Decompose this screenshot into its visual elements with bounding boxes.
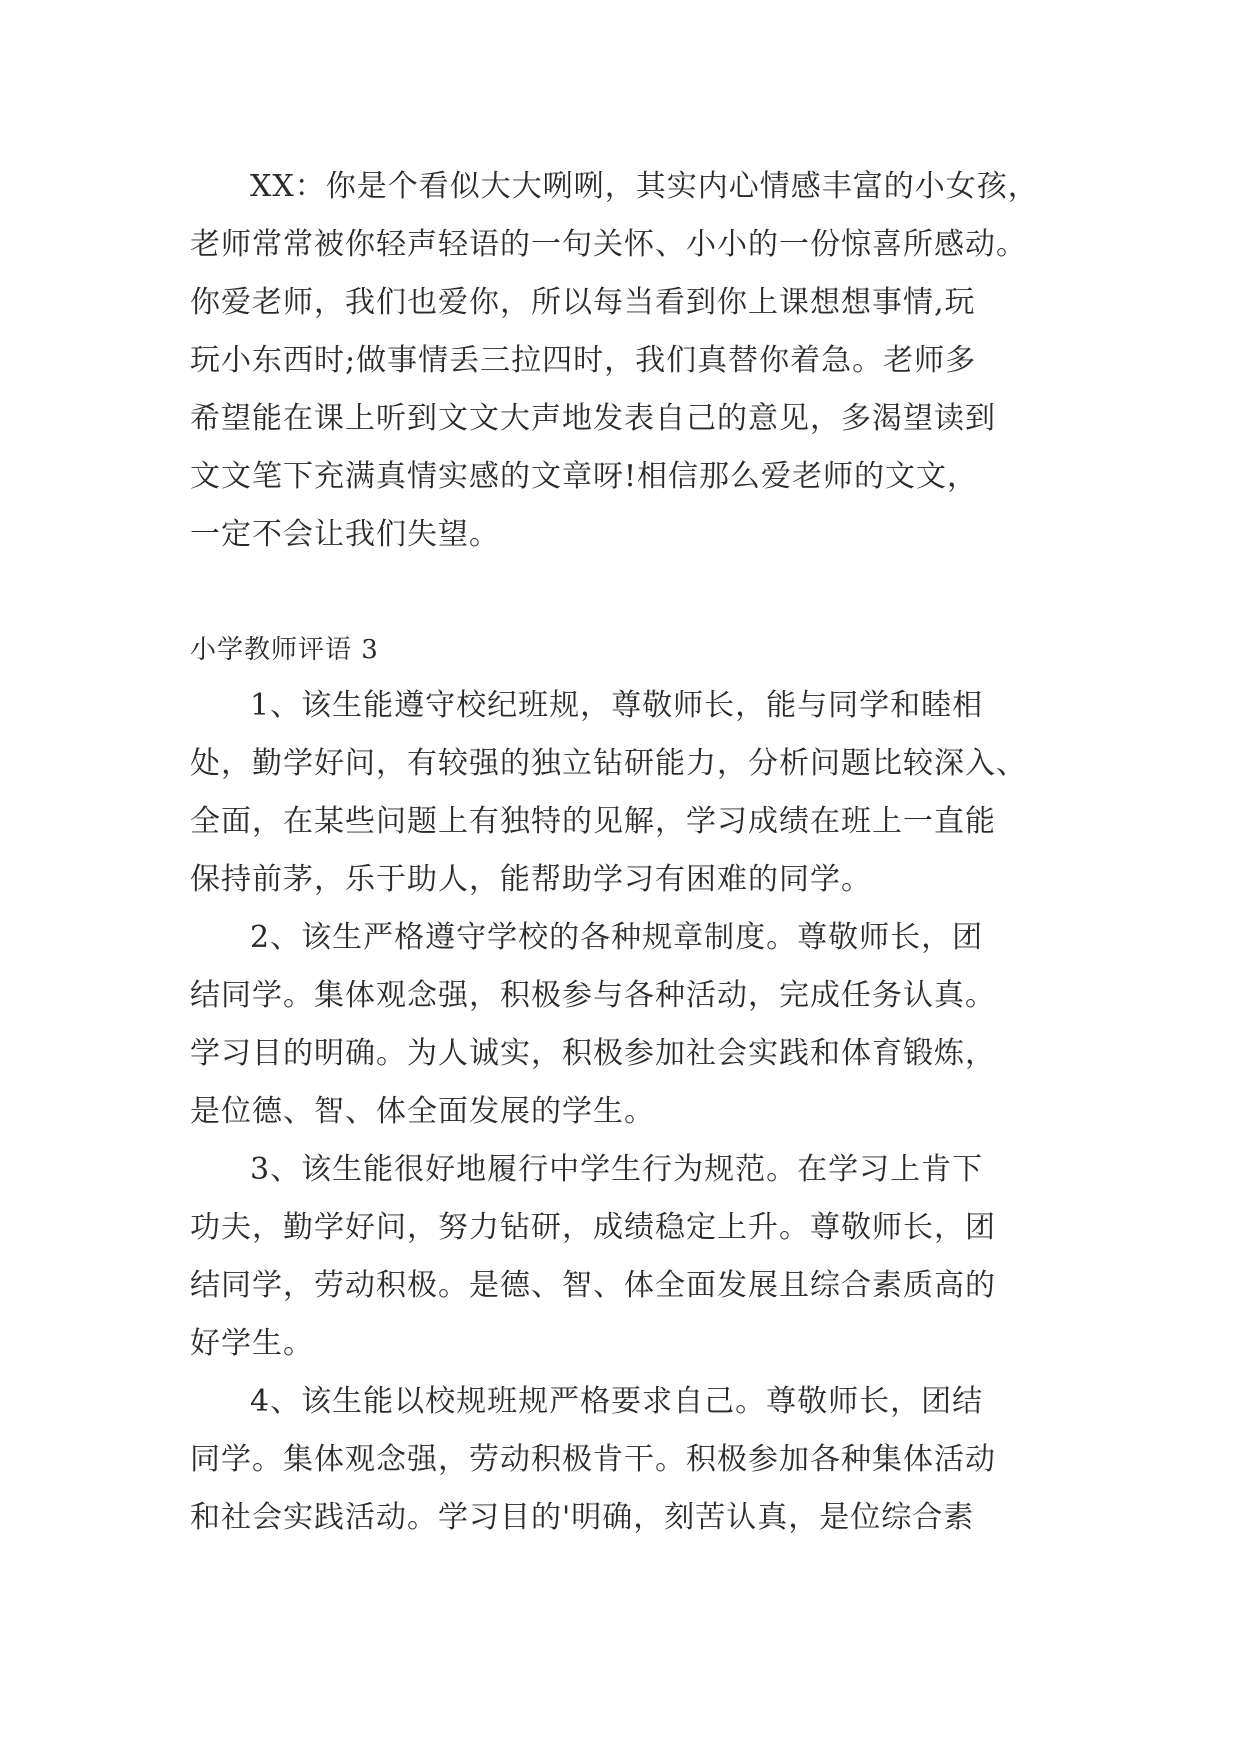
text-line: 功夫，勤学好问，努力钻研，成绩稳定上升。尊敬师长，团 [190,1210,996,1245]
text-line: 文文笔下充满真情实感的文章呀!相信那么爱老师的文文， [190,459,979,494]
text-line: 保持前茅，乐于助人，能帮助学习有困难的同学。 [190,862,872,897]
section-title: 小学教师评语 3 [190,635,379,665]
text-line: XX：你是个看似大大咧咧，其实内心情感丰富的小女孩， [250,169,1039,204]
text-line: 结同学。集体观念强，积极参与各种活动，完成任务认真。 [190,978,996,1013]
text-line: 2、该生严格遵守学校的各种规章制度。尊敬师长，团 [250,920,984,955]
text-line: 你爱老师，我们也爱你，所以每当看到你上课想想事情,玩 [190,285,976,320]
text-line: 1、该生能遵守校纪班规，尊敬师长，能与同学和睦相 [250,688,984,723]
text-line: 老师常常被你轻声轻语的一句关怀、小小的一份惊喜所感动。 [190,227,1027,262]
text-line: 好学生。 [190,1326,314,1361]
text-line: 学习目的明确。为人诚实，积极参加社会实践和体育锻炼， [190,1036,996,1071]
text-line: 同学。集体观念强，劳动积极肯干。积极参加各种集体活动 [190,1442,996,1477]
text-line: 结同学，劳动积极。是德、智、体全面发展且综合素质高的 [190,1268,996,1303]
text-line: 玩小东西时;做事情丢三拉四时，我们真替你着急。老师多 [190,343,977,378]
text-line: 3、该生能很好地履行中学生行为规范。在学习上肯下 [250,1152,984,1187]
text-line: 希望能在课上听到文文大声地发表自己的意见，多渴望读到 [190,401,996,436]
text-line: 4、该生能以校规班规严格要求自己。尊敬师长，团结 [250,1384,984,1419]
text-line: 处，勤学好问，有较强的独立钻研能力，分析问题比较深入、 [190,746,1027,781]
text-line: 一定不会让我们失望。 [190,517,500,552]
text-line: 是位德、智、体全面发展的学生。 [190,1094,655,1129]
text-line: 和社会实践活动。学习目的'明确，刻苦认真，是位综合素 [190,1500,975,1535]
text-line: 全面，在某些问题上有独特的见解，学习成绩在班上一直能 [190,804,996,839]
